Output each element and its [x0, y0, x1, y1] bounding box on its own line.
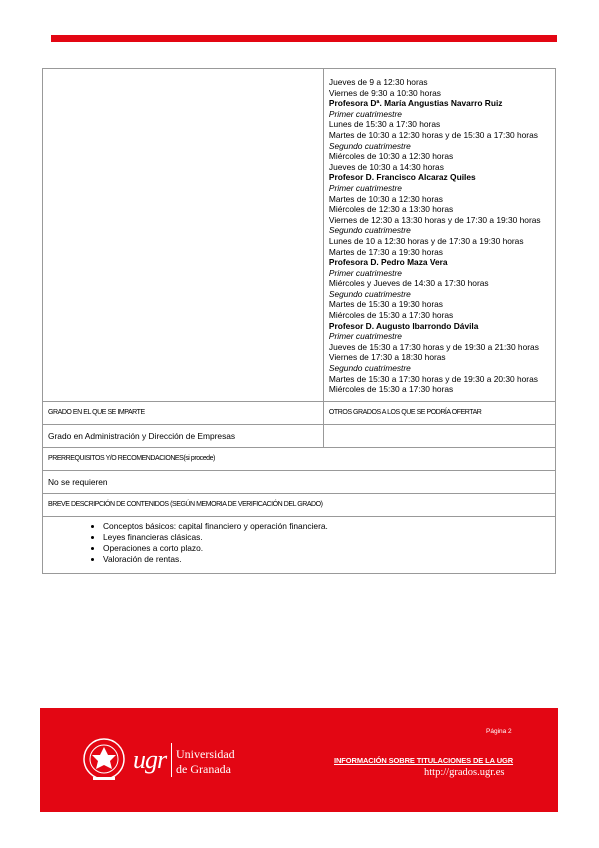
prerequisitos-value-row [42, 470, 556, 493]
course-info-table [42, 68, 556, 574]
grado-header-left: GRADO EN EL QUE SE IMPARTE [43, 402, 324, 424]
contenidos-list-cell [43, 517, 555, 573]
prerequisitos-header-main: PRERREQUISITOS Y/O RECOMENDACIONES [48, 454, 184, 462]
contenido-item: • Leyes financieras clásicas. [103, 532, 555, 543]
schedule-left-cell [43, 69, 324, 401]
professor-name: Profesora D. Pedro Maza Vera [328, 257, 448, 268]
grado-header-right: OTROS GRADOS A LOS QUE SE PODRÍA OFERTAR [328, 408, 482, 416]
schedule-line: Martes de 17:30 a 19:30 horas [328, 246, 443, 257]
schedule-line: Jueves de 10:30 a 14:30 horas [328, 161, 444, 172]
schedule-line: Miércoles de 15:30 a 17:30 horas [328, 310, 454, 321]
top-accent-bar [51, 35, 557, 42]
semester-label: Segundo cuatrimestre [328, 225, 411, 236]
university-name-line1: Universidad [176, 747, 235, 761]
prerequisitos-header-note: (si procede) [183, 454, 215, 462]
schedule-row [42, 68, 556, 401]
contenidos-list-row [42, 516, 556, 574]
semester-label: Segundo cuatrimestre [328, 288, 411, 299]
schedule-line: Miércoles de 10:30 a 12:30 horas [328, 151, 454, 162]
university-name-line2: de Granada [176, 762, 231, 776]
university-seal-icon [79, 734, 129, 788]
semester-label: Primer cuatrimestre [328, 182, 402, 193]
contenido-item: • Valoración de rentas. [103, 554, 555, 565]
schedule-line: Lunes de 15:30 a 17:30 horas [328, 119, 441, 130]
page-number: Página 2 [486, 728, 512, 735]
grado-value-left: Grado en Administración y Dirección de Empresas [43, 425, 324, 447]
schedule-line: Viernes de 12:30 a 13:30 horas y de 17:30 a 19:30 horas [328, 214, 541, 225]
schedule-line: Martes de 15:30 a 19:30 horas [328, 299, 443, 310]
contenido-item: • Operaciones a corto plazo. [103, 543, 555, 554]
contenido-item: • Conceptos básicos: capital financiero y operación financiera. [103, 521, 555, 532]
schedule-line: Martes de 15:30 a 17:30 horas y de 19:30 a 20:30 horas [328, 373, 538, 384]
grado-value-right [324, 425, 555, 447]
professor-name: Profesora Dª. María Angustias Navarro Ruiz [328, 98, 503, 109]
schedule-line: Miércoles de 12:30 a 13:30 horas [328, 204, 454, 215]
schedule-line: Jueves de 15:30 a 17:30 horas y de 19:30 a 21:30 horas [328, 341, 539, 352]
ugr-logo-text: ugr [133, 745, 167, 774]
schedule-line: Jueves de 9 a 12:30 horas [328, 77, 428, 87]
prerequisitos-value: No se requieren [48, 476, 108, 487]
schedule-line: Lunes de 10 a 12:30 horas y de 17:30 a 19:30 horas [328, 235, 524, 246]
semester-label: Segundo cuatrimestre [328, 140, 411, 151]
contenidos-header-row [42, 493, 556, 516]
tutoring-schedule [324, 69, 555, 401]
schedule-line: Martes de 10:30 a 12:30 horas [328, 193, 443, 204]
semester-label: Primer cuatrimestre [328, 267, 402, 278]
info-title: INFORMACIÓN SOBRE TITULACIONES DE LA UGR [334, 756, 514, 765]
logo-separator [171, 743, 172, 777]
prerequisitos-header [43, 448, 555, 470]
grado-value-row [42, 424, 556, 447]
schedule-line: Martes de 10:30 a 12:30 horas y de 15:30 a 17:30 horas [328, 129, 538, 140]
semester-label: Primer cuatrimestre [328, 108, 402, 119]
schedule-line: Miércoles de 15:30 a 17:30 horas [328, 384, 454, 395]
semester-label: Segundo cuatrimestre [328, 363, 411, 374]
professor-name: Profesor D. Augusto Ibarrondo Dávila [328, 320, 479, 331]
footer-banner [40, 708, 558, 812]
schedule-line: Miércoles y Jueves de 14:30 a 17:30 horas [328, 278, 489, 289]
schedule-line: Viernes de 17:30 a 18:30 horas [328, 352, 446, 363]
contenidos-list [43, 517, 555, 573]
schedule-line: Viernes de 9:30 a 10:30 horas [328, 87, 441, 98]
grado-header-row [42, 401, 556, 424]
semester-label: Primer cuatrimestre [328, 331, 402, 342]
professor-name: Profesor D. Francisco Alcaraz Quiles [328, 172, 476, 183]
ugr-logo [79, 730, 239, 788]
prerequisitos-header-row [42, 447, 556, 470]
info-url-link[interactable]: http://grados.ugr.es [424, 767, 505, 778]
contenidos-header: BREVE DESCRIPCIÓN DE CONTENIDOS (SEGÚN MEMORIA DE VERIFICACIÓN DEL GRADO) [48, 500, 323, 508]
